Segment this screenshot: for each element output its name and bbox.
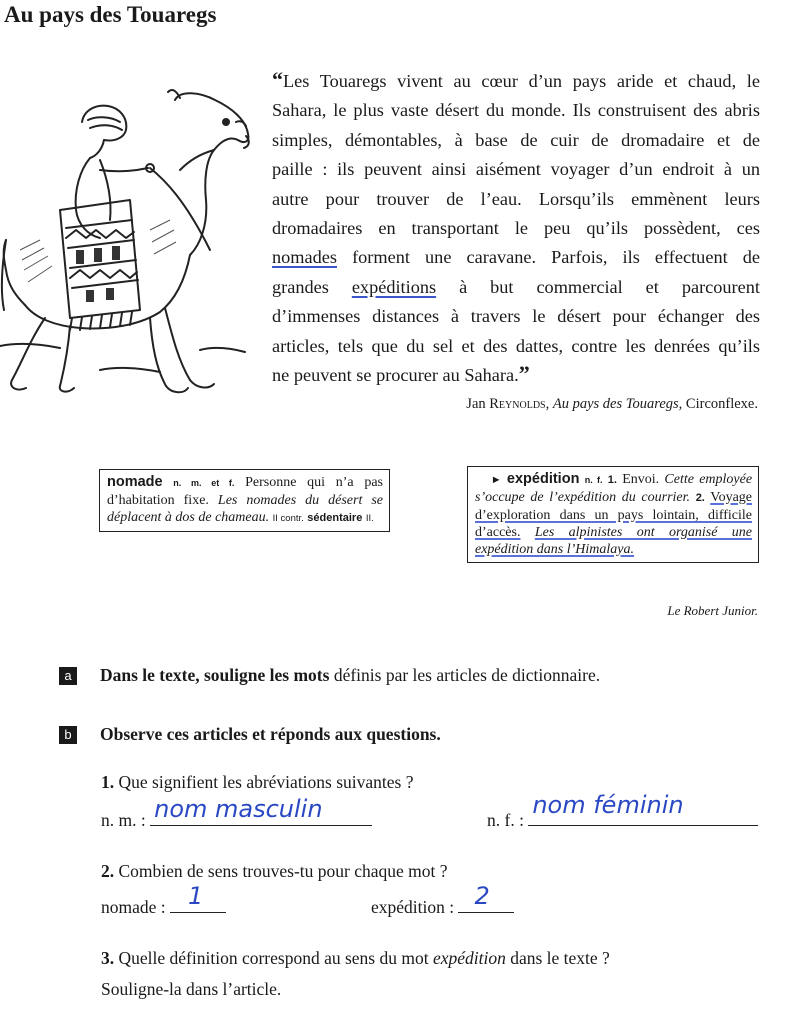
headword-expedition: expédition <box>506 471 580 487</box>
citation: Jan Reynolds, Au pays des Touaregs, Circonflexe. <box>466 396 758 412</box>
handwritten-answer-nm: nom masculin <box>154 795 323 823</box>
handwritten-answer-nf: nom féminin <box>532 791 684 819</box>
answer-nm-row: n. m. : nom masculin <box>101 803 372 831</box>
answer-field-nomade[interactable] <box>170 882 226 913</box>
answer-field-nm[interactable] <box>150 795 372 826</box>
question-2: 2. Combien de sens trouves-tu pour chaque mot ? <box>101 861 448 881</box>
task-b: b Observe ces articles et réponds aux questions. <box>59 724 441 745</box>
dictionary-source: Le Robert Junior. <box>667 603 758 618</box>
open-quote-mark: “ <box>272 67 283 92</box>
dictionary-entry-expedition: ► expédition n. f. 1. Envoi. Cette employée s’occupe de l’expédition du courrier. 2. Voyage d’exploration dans un pays lointain, difficile d’accès. Les alpinistes ont organisé une expédition dans l’Himalaya. <box>467 466 759 563</box>
quote-text: “Les Touaregs vivent au cœur d’un pays aride et chaud, le Sahara, le plus vaste désert du monde. Ils construisent des abris simples, démontables, à base de cuir de dromadaire et de paille : ils peuvent ainsi aisément voyager d’un endroit à un autre pour trouver de l’eau. Lorsqu’ils emmènent leurs dromadaires en transportant le peu qu’ils possèdent, ces nomades forment une caravane. Parfois, ils effectuent de grandes expéditions à but commercial et parcourent d’immenses distances à travers le désert pour échanger des articles, tels que du sel et des dattes, contre les denrées qu’ils ne peuvent se procurer au Sahara.” <box>272 67 760 386</box>
underlined-word-nomades: nomades <box>272 247 337 268</box>
answer-nf-row: n. f. : nom féminin <box>487 803 758 831</box>
question-3: 3. Quelle définition correspond au sens du mot expédition dans le texte ? <box>101 948 610 968</box>
page-title: Au pays des Touaregs <box>4 2 217 27</box>
close-quote-mark: ” <box>518 360 530 386</box>
task-badge-a: a <box>59 667 77 685</box>
underlined-example: Les alpinistes ont organisé une expédition dans l’Himalaya. <box>475 525 753 557</box>
touareg-camel-illustration <box>0 50 262 395</box>
headword-nomade: nomade <box>107 474 163 490</box>
handwritten-answer-expedition: 2 <box>474 882 490 910</box>
underlined-definition: Voyage d’exploration dans un pays lointain, difficile d’accès. <box>475 490 753 540</box>
task-badge-b: b <box>59 726 77 744</box>
handwritten-answer-nomade: 1 <box>188 882 204 910</box>
question-3-line-2: Souligne-la dans l’article. <box>101 979 282 999</box>
answer-expedition-row: expédition : 2 <box>371 890 514 918</box>
dictionary-entry-nomade: nomade n. m. et f. Personne qui n’a pas d’habitation fixe. Les nomades du désert se déplacent à dos de chameau. II contr. sédentaire II. <box>99 469 390 532</box>
underlined-word-expeditions: expéditions <box>351 276 437 297</box>
question-1: 1. Que signifient les abréviations suivantes ? <box>101 772 414 792</box>
answer-field-expedition[interactable] <box>458 882 514 913</box>
arrow-icon: ► <box>490 474 502 486</box>
answer-nomade-row: nomade : 1 <box>101 890 226 918</box>
task-a: a Dans le texte, souligne les mots définis par les articles de dictionnaire. <box>59 665 600 686</box>
